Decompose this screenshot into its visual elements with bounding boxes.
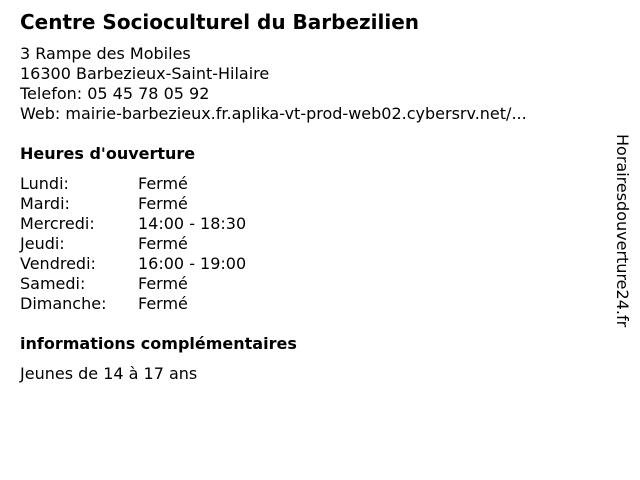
venue-contact-block bbox=[20, 44, 527, 124]
day-label: Jeudi: bbox=[20, 234, 65, 253]
hours-row-friday bbox=[20, 254, 320, 274]
day-label: Mercredi: bbox=[20, 214, 95, 233]
address-street: 3 Rampe des Mobiles bbox=[20, 44, 191, 63]
hours-row-monday bbox=[20, 174, 320, 194]
hours-value: Fermé bbox=[138, 274, 188, 293]
hours-row-tuesday bbox=[20, 194, 320, 214]
opening-hours-table bbox=[20, 174, 320, 314]
hours-row-thursday bbox=[20, 234, 320, 254]
address-city: 16300 Barbezieux-Saint-Hilaire bbox=[20, 64, 270, 83]
hours-value: Fermé bbox=[138, 234, 188, 253]
hours-value: Fermé bbox=[138, 194, 188, 213]
opening-hours-heading: Heures d'ouverture bbox=[20, 144, 196, 163]
additional-info-heading: informations complémentaires bbox=[20, 334, 297, 353]
site-watermark: Horairesdouverture24.fr bbox=[613, 134, 632, 328]
hours-row-saturday bbox=[20, 274, 320, 294]
hours-value: 16:00 - 19:00 bbox=[138, 254, 247, 273]
phone-number: Telefon: 05 45 78 05 92 bbox=[20, 84, 210, 103]
hours-row-sunday bbox=[20, 294, 320, 314]
additional-info-text: Jeunes de 14 à 17 ans bbox=[20, 364, 198, 383]
day-label: Mardi: bbox=[20, 194, 70, 213]
website-link[interactable]: Web: mairie-barbezieux.fr.aplika-vt-prod-web02.cybersrv.net/... bbox=[20, 104, 527, 123]
hours-row-wednesday bbox=[20, 214, 320, 234]
hours-value: 14:00 - 18:30 bbox=[138, 214, 247, 233]
hours-value: Fermé bbox=[138, 294, 188, 313]
day-label: Lundi: bbox=[20, 174, 69, 193]
venue-name: Centre Socioculturel du Barbezilien bbox=[20, 10, 420, 34]
day-label: Dimanche: bbox=[20, 294, 107, 313]
hours-value: Fermé bbox=[138, 174, 188, 193]
day-label: Vendredi: bbox=[20, 254, 96, 273]
day-label: Samedi: bbox=[20, 274, 86, 293]
